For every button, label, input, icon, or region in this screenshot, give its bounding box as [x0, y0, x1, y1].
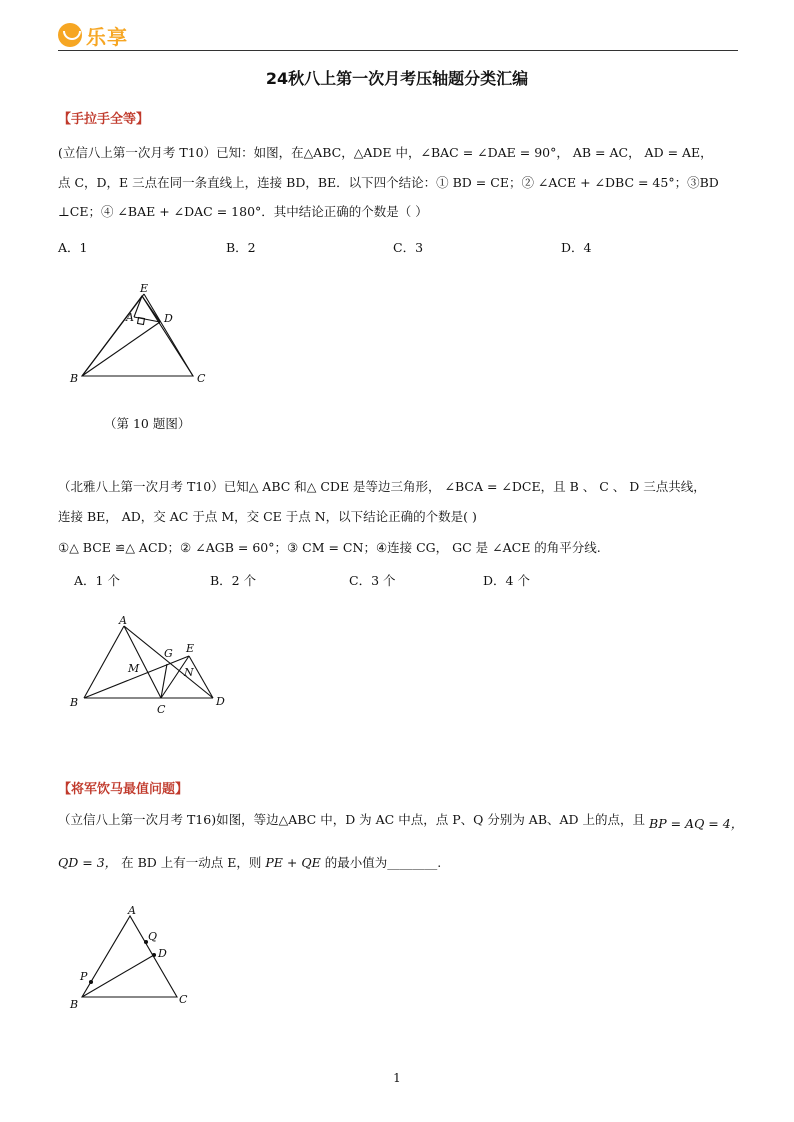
logo-text: 乐享 [86, 24, 128, 49]
q1-option-b: B．2 [226, 240, 256, 255]
brand-logo [58, 22, 128, 48]
page-title: 24秋八上第一次月考压轴题分类汇编 [265, 69, 529, 88]
q2-label-e: E [186, 642, 195, 655]
q2-line-2: 连接 BE， AD，交 AC 于点 M，交 CE 于点 N，以下结论正确的个数是( ) [58, 509, 477, 524]
section-heading-2: 【将军饮马最值问题】 [58, 782, 189, 797]
q2-label-m: M [128, 662, 140, 675]
smile-logo-icon [58, 23, 82, 47]
q3-line-1-formula: BP = AQ = 4， [649, 816, 744, 831]
q2-label-g: G [164, 647, 173, 660]
q2-label-c: C [157, 703, 166, 716]
q3-label-c: C [179, 993, 188, 1006]
q1-label-c: C [197, 372, 206, 385]
q3-line-1 [58, 810, 743, 830]
page-number: 1 [393, 1071, 401, 1085]
q1-label-a: A [126, 311, 134, 324]
q2-option-b: B．2 个 [210, 573, 257, 588]
q3-line-1-text: （立信八上第一次月考 T16)如图，等边△ABC 中，D 为 AC 中点，点 P、Q 分别为 AB、AD 上的点，且 [58, 812, 646, 827]
q2-figure [64, 612, 244, 718]
q3-label-q: Q [148, 930, 158, 943]
q1-label-d: D [164, 312, 173, 325]
q1-label-e: E [140, 282, 149, 295]
q1-line-1: (立信八上第一次月考 T10）已知：如图，在△ABC，△ADE 中，∠BAC = ∠DAE = 90°， AB = AC， AD = AE， [58, 145, 713, 160]
q1-option-a: A．1 [58, 240, 88, 255]
q3-label-p: P [80, 970, 88, 983]
q2-label-d: D [216, 695, 225, 708]
q2-label-a: A [119, 614, 127, 627]
q2-option-a: A．1 个 [74, 573, 120, 588]
q3-line-2-formula-2: PE + QE [265, 855, 321, 870]
q1-figure [60, 278, 220, 390]
q2-line-1: （北雅八上第一次月考 T10）已知△ ABC 和△ CDE 是等边三角形， ∠BCA = ∠DCE，且 B 、 C 、 D 三点共线， [58, 479, 706, 494]
q3-line-2-blank: 的最小值为________. [324, 855, 442, 870]
q2-label-n: N [184, 666, 194, 679]
q3-figure [64, 902, 204, 1014]
q2-option-d: D．4 个 [483, 573, 530, 588]
q1-option-c: C．3 [393, 240, 424, 255]
q2-label-b: B [70, 696, 79, 709]
q1-label-b: B [70, 372, 79, 385]
q3-line-2-formula-1: QD = 3， [58, 855, 118, 870]
q1-option-d: D．4 [561, 240, 592, 255]
header-divider [58, 50, 738, 51]
q3-line-2 [58, 853, 441, 873]
q1-figure-caption: （第 10 题图） [104, 416, 191, 431]
q3-line-2-text: 在 BD 上有一动点 E，则 [121, 855, 262, 870]
q3-label-d: D [158, 947, 167, 960]
q2-line-3: ①△ BCE ≌△ ACD；② ∠AGB = 60°；③ CM = CN；④连接 CG， GC 是 ∠ACE 的角平分线. [58, 540, 601, 555]
q3-label-b: B [70, 998, 79, 1011]
q1-line-3: ⊥CE；④ ∠BAE + ∠DAC = 180°．其中结论正确的个数是（ ） [58, 204, 428, 219]
q1-line-2: 点 C，D，E 三点在同一条直线上，连接 BD，BE．以下四个结论：① BD = CE；② ∠ACE + ∠DBC = 45°；③BD [58, 175, 719, 190]
section-heading-1: 【手拉手全等】 [58, 112, 150, 127]
q3-label-a: A [128, 904, 136, 917]
q2-option-c: C．3 个 [349, 573, 396, 588]
